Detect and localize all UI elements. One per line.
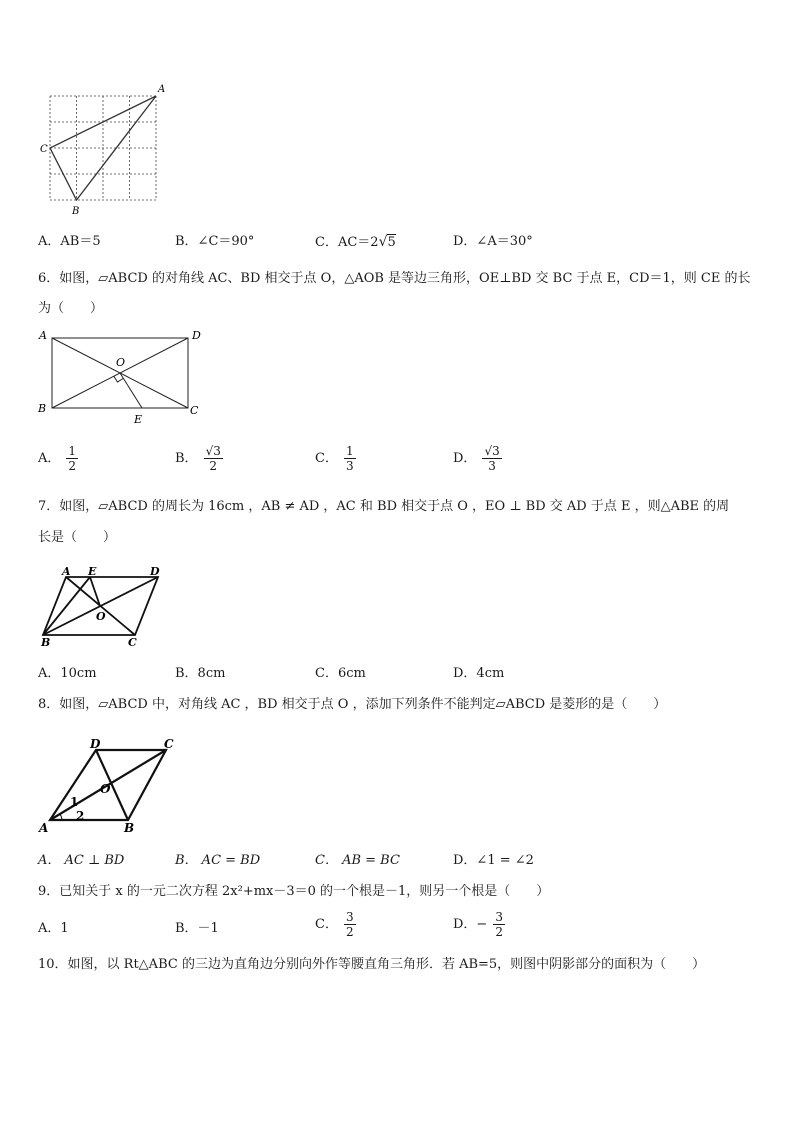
q6-option-d[interactable] xyxy=(453,444,502,473)
q6-option-b[interactable] xyxy=(175,444,223,473)
q9-option-c-prefix: C． xyxy=(315,917,338,932)
q6-option-c-fraction xyxy=(344,444,356,473)
q7-option-c[interactable]: C．6cm xyxy=(315,666,366,681)
q5-option-c-prefix: C．AC＝2 xyxy=(315,235,379,250)
q5-option-d[interactable]: D．∠A＝30° xyxy=(453,234,533,249)
q6-option-d-prefix: D． xyxy=(453,451,477,466)
q9-option-d-num: 3 xyxy=(495,910,503,924)
q6-label-o: O xyxy=(116,356,126,369)
q6-stem-line1: 6．如图，▱ABCD 的对角线 AC、BD 相交于点 O，△AOB 是等边三角形，OE⊥BD 交 BC 于点 E，CD＝1，则 CE 的长 xyxy=(38,271,751,286)
q6-option-b-den: 2 xyxy=(209,459,218,473)
q9-option-d-den: 2 xyxy=(495,925,503,939)
q7-label-a: A xyxy=(62,565,71,578)
q6-option-a-den: 2 xyxy=(68,459,77,473)
q6-option-d-fraction xyxy=(482,444,501,473)
q5-label-b: B xyxy=(72,206,80,217)
q7-label-e: E xyxy=(88,565,97,578)
q6-option-a-num: 1 xyxy=(68,444,77,458)
q9-option-c-num: 3 xyxy=(345,910,354,924)
q6-option-c-num: 1 xyxy=(345,444,354,458)
q9-stem-line1: 9．已知关于 x 的一元二次方程 2x²+mx－3＝0 的一个根是－1，则另一个根是（ ） xyxy=(38,884,550,899)
q8-label-o: O xyxy=(100,782,111,796)
q7-stem-line2: 长是（ ） xyxy=(38,530,117,545)
q9-option-d-prefix: D．− xyxy=(453,917,488,932)
q8-stem-line1: 8．如图，▱ABCD 中，对角线 AC ，BD 相交于点 O ，添加下列条件不能判定▱ABCD 是菱形的是（ ） xyxy=(38,697,667,712)
q9-option-a[interactable]: A．1 xyxy=(38,921,69,936)
q7-label-o: O xyxy=(96,610,106,623)
q6-option-a-fraction xyxy=(66,444,78,473)
q6-rectangle-figure xyxy=(34,326,209,426)
q5-option-a[interactable]: A．AB＝5 xyxy=(38,234,101,249)
q6-label-b: B xyxy=(38,402,47,415)
q10-stem-line1: 10．如图，以 Rt△ABC 的三边为直角边分别向外作等腰直角三角形．若 AB=5，则图中阴影部分的面积为（ ） xyxy=(38,957,706,972)
q8-label-a: A xyxy=(39,821,49,835)
q7-option-b[interactable]: B．8cm xyxy=(175,666,226,681)
q6-option-a[interactable] xyxy=(38,444,78,473)
q6-option-d-num: √3 xyxy=(484,444,500,458)
q9-option-d-fraction xyxy=(493,910,505,939)
q6-stem-line2: 为（ ） xyxy=(38,301,104,316)
q9-option-d[interactable] xyxy=(453,910,505,939)
q8-option-a[interactable]: A． AC ⊥ BD xyxy=(38,853,125,868)
q6-option-c[interactable] xyxy=(315,444,356,473)
q7-label-c: C xyxy=(128,636,137,649)
q6-option-c-prefix: C． xyxy=(315,451,338,466)
q7-label-d: D xyxy=(150,565,160,578)
q5-option-c-radicand: 5 xyxy=(387,235,396,250)
q6-label-c: C xyxy=(190,404,199,417)
q9-option-b[interactable]: B．－1 xyxy=(175,921,219,936)
sqrt-symbol: √ xyxy=(378,234,388,250)
q7-stem-line1: 7．如图，▱ABCD 的周长为 16cm ，AB ≠ AD ，AC 和 BD 相交于点 O ，EO ⊥ BD 交 AD 于点 E ，则△ABE 的周 xyxy=(38,499,730,514)
q6-option-a-prefix: A． xyxy=(38,451,61,466)
q9-option-c-den: 2 xyxy=(345,925,354,939)
q6-option-b-num: √3 xyxy=(205,444,221,458)
q8-option-d[interactable]: D．∠1 = ∠2 xyxy=(453,853,534,868)
q8-option-c[interactable]: C． AB = BC xyxy=(315,853,400,868)
q6-option-d-den: 3 xyxy=(488,459,496,473)
q8-label-angle1: 1 xyxy=(70,795,79,809)
q8-label-b: B xyxy=(124,821,135,835)
q7-option-a[interactable]: A．10cm xyxy=(38,666,97,681)
q8-label-angle2: 2 xyxy=(76,809,85,823)
q5-grid-figure xyxy=(38,82,173,217)
q9-option-c[interactable] xyxy=(315,910,356,939)
q7-parallelogram-figure xyxy=(38,565,173,650)
q8-label-d: D xyxy=(90,738,101,751)
q6-label-e: E xyxy=(134,413,143,426)
q6-option-b-fraction xyxy=(204,444,223,473)
q5-option-c[interactable] xyxy=(315,233,396,252)
q5-option-b[interactable]: B．∠C＝90° xyxy=(175,234,255,249)
q8-rhombus-figure xyxy=(36,738,186,836)
q9-option-c-fraction xyxy=(344,910,356,939)
q8-label-c: C xyxy=(164,738,174,751)
q7-label-b: B xyxy=(41,636,51,649)
q8-option-b[interactable]: B． AC = BD xyxy=(175,853,261,868)
q6-label-d: D xyxy=(192,329,201,342)
q7-option-d[interactable]: D．4cm xyxy=(453,666,505,681)
q5-label-a: A xyxy=(158,84,166,95)
q6-label-a: A xyxy=(39,329,47,342)
q6-option-b-prefix: B． xyxy=(175,451,198,466)
q5-label-c: C xyxy=(40,144,48,155)
q6-option-c-den: 3 xyxy=(345,459,354,473)
